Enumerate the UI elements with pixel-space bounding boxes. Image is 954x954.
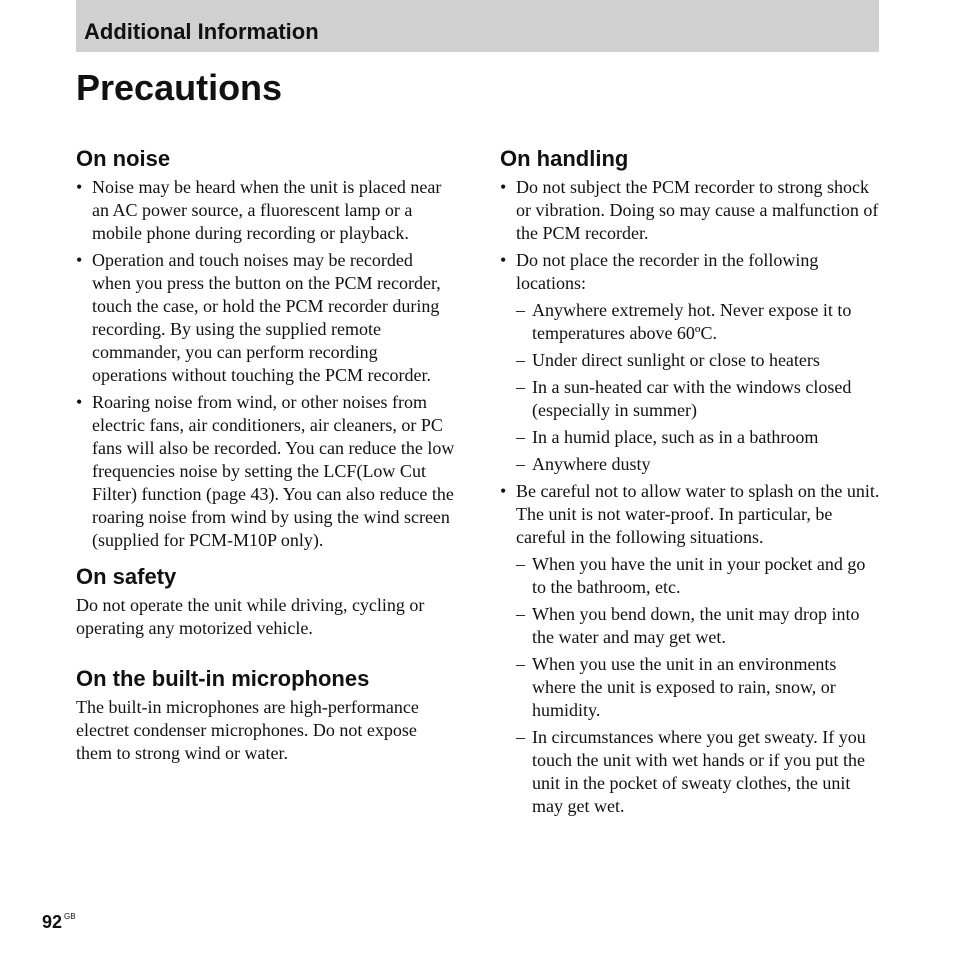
list-item-text: Do not place the recorder in the following locations:	[516, 250, 819, 293]
heading-on-noise: On noise	[76, 146, 171, 171]
sub-list-item: – Anywhere dusty	[516, 453, 880, 476]
sub-list-item: – When you use the unit in an environments where the unit is exposed to rain, snow, or humidity.	[516, 653, 880, 722]
section-label: Additional Information	[84, 19, 319, 44]
page-number-value: 92	[42, 912, 63, 932]
list-item: • Roaring noise from wind, or other noises from electric fans, air conditioners, air cleaners, or PC fans will also be recorded. You can reduce the low frequencies noise by setting the LCF(Low Cut Filter) function (page 43). You can also reduce the roaring noise from wind by using the wind screen (supplied for PCM-M10P only).	[76, 391, 456, 552]
list-item: • Operation and touch noises may be recorded when you press the button on the PCM recorder, touch the case, or hold the PCM recorder during recording. By using the supplied remote commander, you can perform recording operations without touching the PCM recorder.	[76, 249, 456, 387]
sub-list-item: – In a sun-heated car with the windows closed (especially in summer)	[516, 376, 880, 422]
list-item: • Noise may be heard when the unit is placed near an AC power source, a fluorescent lamp or a mobile phone during recording or playback.	[76, 176, 456, 245]
sub-list-item: – When you have the unit in your pocket and go to the bathroom, etc.	[516, 553, 880, 599]
list-item-text: Do not subject the PCM recorder to strong shock or vibration. Doing so may cause a malfunction of the PCM recorder.	[516, 177, 879, 243]
page-number-suffix: GB	[64, 912, 76, 921]
heading-on-handling: On handling	[500, 146, 629, 171]
heading-built-in-microphones: On the built-in microphones	[76, 666, 370, 691]
handling-list	[500, 176, 880, 818]
situation-sublist	[516, 553, 880, 818]
section-header-bar	[76, 0, 879, 52]
sub-list-item: – When you bend down, the unit may drop into the water and may get wet.	[516, 603, 880, 649]
page-title: Precautions	[76, 67, 283, 108]
sub-list-item: – Anywhere extremely hot. Never expose it to temperatures above 60ºC.	[516, 299, 880, 345]
sub-list-item: – In circumstances where you get sweaty. If you touch the unit with wet hands or if you put the unit in the pocket of sweaty clothes, the unit may get wet.	[516, 726, 880, 818]
list-item	[500, 249, 880, 476]
left-column	[76, 144, 456, 765]
list-item	[500, 480, 880, 818]
microphones-text: The built-in microphones are high-performance electret condenser microphones. Do not expose them to strong wind or water.	[76, 697, 419, 763]
page-number	[42, 906, 76, 933]
right-column	[500, 144, 880, 822]
list-item	[500, 176, 880, 245]
noise-list	[76, 176, 456, 552]
list-item-text: Be careful not to allow water to splash on the unit. The unit is not water-proof. In particular, be careful in the following situations.	[516, 481, 880, 547]
heading-on-safety: On safety	[76, 564, 177, 589]
sub-list-item: – Under direct sunlight or close to heaters	[516, 349, 880, 372]
location-sublist	[516, 299, 880, 476]
sub-list-item: – In a humid place, such as in a bathroom	[516, 426, 880, 449]
safety-text: Do not operate the unit while driving, cycling or operating any motorized vehicle.	[76, 595, 425, 638]
